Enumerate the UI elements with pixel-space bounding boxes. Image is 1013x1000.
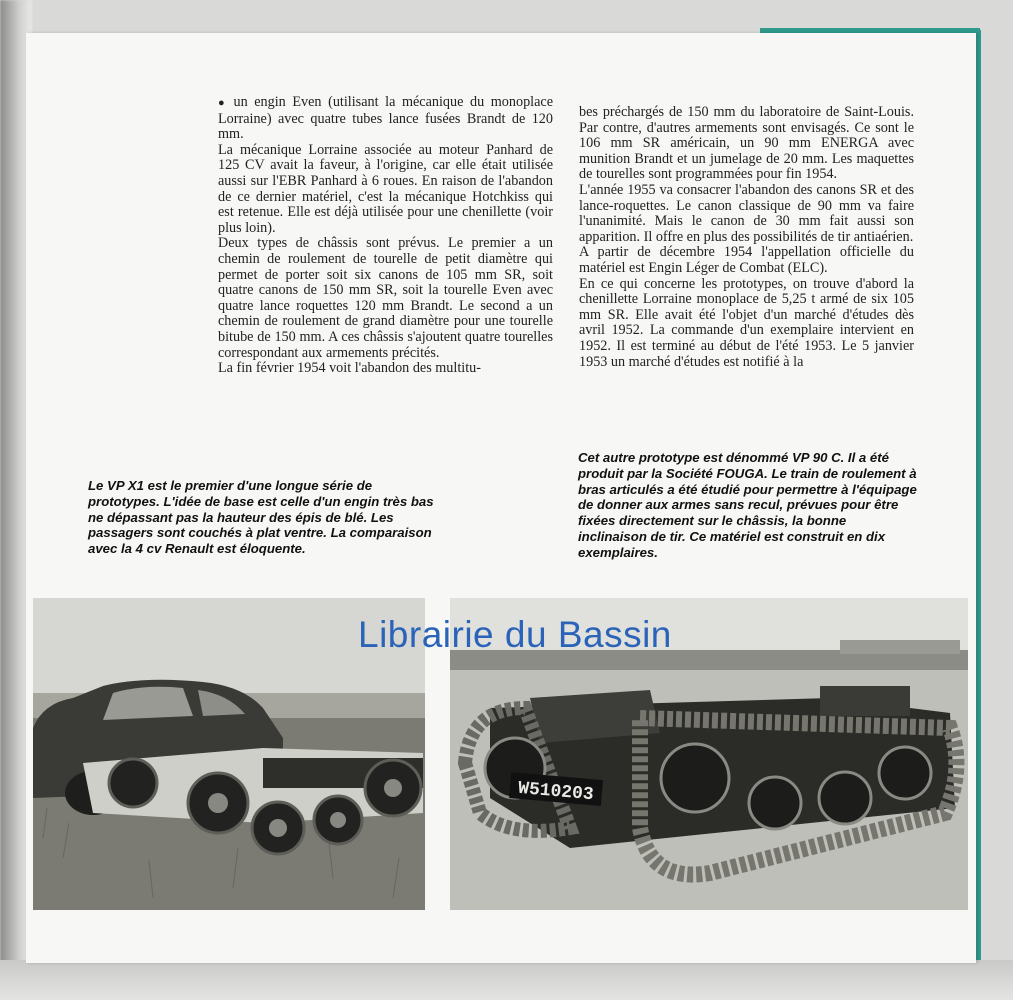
paragraph: ● un engin Even (utilisant la mécanique du monoplace Lorraine) avec quatre tubes lance fusées Brandt de 120 mm.: [218, 95, 553, 143]
paragraph: L'année 1955 va consacrer l'abandon des canons SR et des lance-roquettes. Le canon classique de 90 mm va faire l'unanimité. Mais le canon de 30 mm fait aussi son apparition. Il offre en plus des possibilités de tir antiaérien.: [579, 181, 914, 245]
caption-left: Le VP X1 est le premier d'une longue série de prototypes. L'idée de base est celle d'un engin très bas ne dépassant pas la hauteur des épis de blé. Les passagers sont couchés à plat ventre. La comparaison avec la 4 cv Renault est éloquente.: [88, 478, 434, 557]
paragraph: Deux types de châssis sont prévus. Le premier a un chemin de roulement de tourelle de petit diamètre qui permet de porter soit six canons de 105 mm SR, soit quatre canons de 150 mm SR, soit la tourelle Even avec quatre lance roquettes 120 mm Brandt. Le second a un chemin de roulement de grand diamètre pour une tourelle bitube de 150 mm. A ces châssis s'ajoutent quatre tourelles correspondant aux armements précités.: [218, 235, 553, 361]
watermark-text: Librairie du Bassin: [358, 614, 672, 655]
paragraph: La mécanique Lorraine associée au moteur Panhard de 125 CV avait la faveur, à l'origine, car elle était utilisée aussi sur l'EBR Panhard à 6 roues. En raison de l'abandon de ce dernier matériel, c'est la mécanique Hotchkiss qui est retenue. Elle est déjà utilisée pour une chenillette (voir plus loin).: [218, 141, 553, 236]
table-surface: [0, 960, 1013, 1000]
text-column-right: [579, 105, 914, 370]
caption-right: Cet autre prototype est dénommé VP 90 C. Il a été produit par la Société FOUGA. Le train de roulement à bras articulés a été étudié pour permettre à l'équipage de donner aux armes sans recul, prévues pour être fixées directement sur le châssis, la bonne inclinaison de tir. Ce matériel est construit en dix exemplaires.: [578, 450, 917, 560]
license-plate: W510203: [517, 778, 595, 806]
paragraph: La fin février 1954 voit l'abandon des multitu-: [218, 360, 481, 377]
text-column-left: [218, 95, 553, 377]
paragraph: En ce qui concerne les prototypes, on trouve d'abord la chenillette Lorraine monoplace de 5,25 t armé de six 105 mm SR. Elle avait été l'objet d'un marché d'études dès avril 1952. La commande d'un exemplaire intervient en 1952. Il est terminé au début de l'été 1953. Le 5 janvier 1953 un marché d'études est notifié à la: [579, 275, 914, 370]
paragraph: A partir de décembre 1954 l'appellation officielle du matériel est Engin Léger de Combat (ELC).: [579, 244, 914, 276]
paragraph: bes préchargés de 150 mm du laboratoire de Saint-Louis. Par contre, d'autres armements sont envisagés. Ce sont le 106 mm SR américain, un 90 mm ENERGA avec munition Brandt et un jumelage de 20 mm. Les maquettes de tourelles sont programmées pour fin 1954.: [579, 104, 914, 183]
